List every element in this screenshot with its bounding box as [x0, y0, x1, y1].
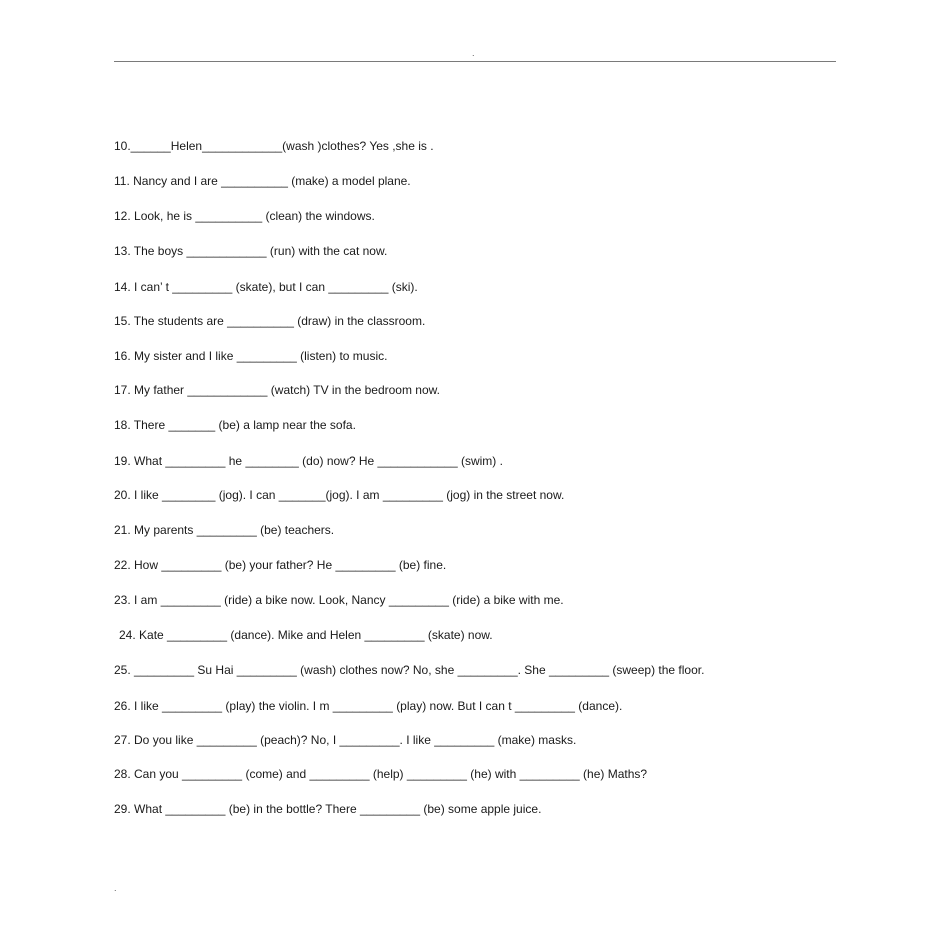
question-14: 14. I can’ t _________ (skate), but I can _________ (ski). — [114, 280, 418, 294]
question-18: 18. There _______ (be) a lamp near the sofa. — [114, 418, 356, 432]
question-10: 10.______Helen____________(wash )clothes? Yes ,she is . — [114, 139, 434, 153]
footer-mark: . — [114, 883, 117, 893]
question-13: 13. The boys ____________ (run) with the cat now. — [114, 244, 388, 258]
question-22: 22. How _________ (be) your father? He _________ (be) fine. — [114, 558, 447, 572]
question-26: 26. I like _________ (play) the violin. I m _________ (play) now. But I can t _________ (dance). — [114, 699, 623, 713]
question-19: 19. What _________ he ________ (do) now? He ____________ (swim) . — [114, 454, 503, 468]
question-27: 27. Do you like _________ (peach)? No, I _________. I like _________ (make) masks. — [114, 733, 577, 747]
question-20: 20. I like ________ (jog). I can _______(jog). I am _________ (jog) in the street now. — [114, 488, 565, 502]
question-17: 17. My father ____________ (watch) TV in the bedroom now. — [114, 383, 440, 397]
question-11: 11. Nancy and I are __________ (make) a model plane. — [114, 174, 411, 188]
question-21: 21. My parents _________ (be) teachers. — [114, 523, 335, 537]
header-mark: . — [472, 48, 475, 58]
question-29: 29. What _________ (be) in the bottle? There _________ (be) some apple juice. — [114, 802, 542, 816]
question-28: 28. Can you _________ (come) and _________ (help) _________ (he) with _________ (he) Maths? — [114, 767, 648, 781]
question-23: 23. I am _________ (ride) a bike now. Look, Nancy _________ (ride) a bike with me. — [114, 593, 564, 607]
question-16: 16. My sister and I like _________ (listen) to music. — [114, 349, 388, 363]
question-15: 15. The students are __________ (draw) in the classroom. — [114, 314, 426, 328]
question-25: 25. _________ Su Hai _________ (wash) clothes now? No, she _________. She _________ (sweep) the floor. — [114, 663, 705, 677]
question-12: 12. Look, he is __________ (clean) the windows. — [114, 209, 375, 223]
question-24: 24. Kate _________ (dance). Mike and Helen _________ (skate) now. — [119, 628, 493, 642]
